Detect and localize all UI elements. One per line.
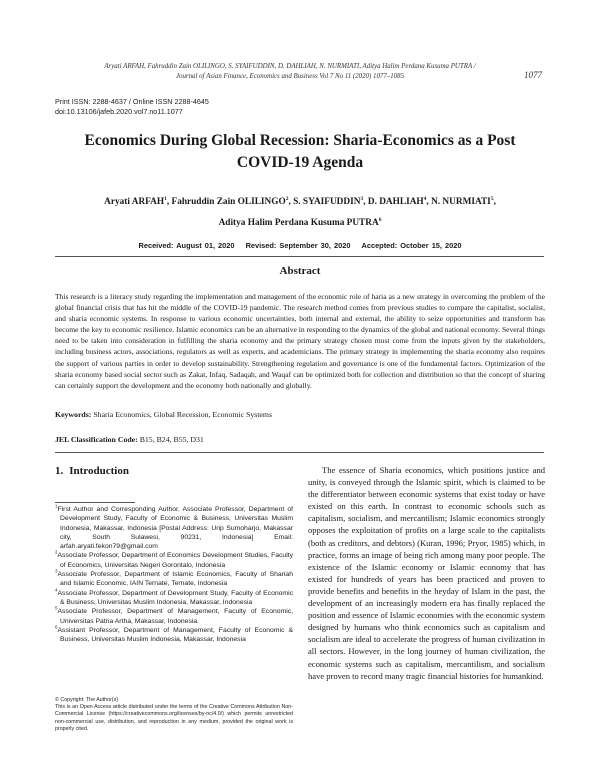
footnote-text: Associate Professor, Department of Economics Development Studies, Faculty of Economics, Universitas Negeri Gorontalo, Indonesia [57,552,293,569]
author-separator: , [363,197,368,207]
footnotes [55,505,293,644]
abstract-text: This research is a literacy study regarding the implementation and management of the economic role of haria as a new strategy in overcoming the problem of the global financial crisis that has hit the middle of the COVID-19 pandemic. The research method comes from previous studies to compare the capitalist, socialist, and sharia economic systems. In response to various economic uncertainties, both internal and external, the ability to seize opportunities and transform has become the key to economic resilience. Islamic economics can be an alternative in responding to the dynamics of the global and national economy. Several things need to be taken into consideration in fulfilling the sharia economy and the primary strategy chosen must come from the inputs given by the stakeholders, including business actors, associations, regulators as well as experts, and academicians. The primary strategy in implementing the sharia economy also requires the support of various parties in order to develop sustainability. Strengthening regulation and governance is one of the fundamental factors. Optimization of the sharia economy based social sector such as Zakat, Infaq, Sadaqah, and Waqaf can be optimized both for collection and distribution so that the concept of sharing can certainly support the development and the economy both nationally and globally. [55,292,545,390]
footnote-mark: 3 [55,568,58,574]
author-affiliation-mark: 3 [360,195,364,202]
jel-label: JEL Classification Code: [55,435,138,444]
divider-bottom [55,452,544,453]
footnote-mark: 4 [55,587,58,593]
copyright-notice [55,697,293,733]
footnote-text: Associate Professor, Department of Islamic Economics, Faculty of Shariah and Islamic Economic, IAIN Ternate, Ternate, Indonesia [57,571,293,588]
jel-codes: B15, B24, B55, D31 [139,435,204,444]
footnote-mark: 5 [55,606,58,611]
paper-title [60,130,540,174]
footnote [55,589,293,608]
author-affiliation-mark: 6 [378,216,382,223]
author-name: D. DAHLIAH [367,197,424,207]
running-head-journal: Journal of Asian Finance, Economics and Business Vol 7 No 11 (2020) 1077–1085 [175,73,405,80]
issn-block [55,97,209,117]
doi-line: doi:10.13106/jafeb.2020.vol7.no11.1077 [55,107,183,116]
author-separator: , [493,197,496,207]
footnote-text: Associate Professor, Department of Management, Faculty of Economic, Universitas Patria Artha, Makassar, Indonesia. [57,608,293,625]
footnote-mark: 2 [55,550,58,556]
author-list [60,192,540,234]
author-separator: , [166,197,172,207]
section-number: 1. [55,465,64,477]
submission-dates [60,241,540,250]
divider-top [55,256,544,257]
author-name: N. NURMIATI [431,197,491,207]
author-affiliation-mark: 1 [164,195,167,202]
footnote-mark: 6 [55,624,58,630]
keywords-text: Sharia Economics, Global Recession, Economic Systems [93,410,272,419]
author-separator: , [426,197,432,207]
license-text: This is an Open Access article distributed under the terms of the Creative Commons Attribution Non-Commercial License (https://creativecommons.org/licenses/by-nc/4.0/) which permits unrestricted non-commercial use, distribution, and reproduction in any medium, provided the original work is properly cited. [55,704,293,732]
author-affiliation-mark: 2 [285,195,289,202]
keywords [55,409,545,420]
copyright-line: © Copyright: The Author(s) [55,697,118,703]
abstract-heading: Abstract [279,265,321,277]
author-name: S. SYAIFUDDIN [293,197,361,207]
section-title: Introduction [69,465,129,477]
author-name: Aditya Halim Perdana Kusuma PUTRA [218,218,379,228]
author-name: Fahruddin Zain OLILINGO [171,197,286,207]
running-head [60,62,520,82]
author-name: Aryati ARFAH [104,197,165,207]
keywords-label: Keywords: [55,410,92,419]
footnote-text: Assistant Professor, Department of Management, Faculty of Economic & Business, Universitas Muslim Indonesia, Makassar, Indonesia [57,626,293,644]
footnote [55,626,293,645]
author-line-1 [60,192,540,213]
author-affiliation-mark: 4 [423,195,427,202]
running-head-authors: Aryati ARFAH, Fahruddin Zain OLILINGO, S. SYAIFUDDIN, D. DAHLIAH, N. NURMIATI, Aditya Halim Perdana Kusuma PUTRA / [104,63,476,70]
footnote [55,551,293,570]
received-date: Received: August 01, 2020 [138,241,235,250]
page-number: 1077 [524,70,542,80]
introduction-paragraph: The essence of Sharia economics, which positions justice and unity, is conveyed through the Islamic spirit, which is claimed to be the differentiator between economic systems that exist today or have existed on this earth. In contrast to economic schools such as capitalism, socialism, and mercantilism; Islamic economics strongly opposes the exploitation of profits on a large scale to the capitalists (both as creditors, and debtors) (Kuran, 1996; Pryor, 1985) which, in practice, forms an image of being rich among many poor people. The existence of the Islamic economy or Islamic economy that has existed for hundreds of years has been practiced and proven to provide benefits and benefits in the heyday of Islam in the past, the development of an increasingly modern era has finally replaced the position and essence of Islamic economies with the economic system designed by humans who think economics such as capitalism and socialism are ideal to accelerate the progress of human civilization in all sectors. However, in the long journey of human civilization, the economic systems such as capitalism, mercantilism, and socialism have proven to record many tragic financial histories for humankind. [308,465,545,681]
paper-title-line-2: COVID-19 Agenda [236,154,364,171]
footnote-divider [55,502,135,503]
paper-title-line-1: Economics During Global Recession: Sharia-Economics as a Post [84,132,516,149]
footnote-text: Associate Professor, Department of Development Study, Faculty of Economic & Business, Universitas Muslim Indonesia, Makassar, Indonesia [57,589,293,606]
author-separator: , [288,197,294,207]
footnote-text: First Author and Corresponding Author. Associate Professor, Department of Development Study, Faculty of Economic & Business, Universitas Muslim Indonesia, Makassar, Indonesia [Postal Address: Urip Sumoharjo, Makassar city, South Sulawesi, 90231, Indonesia] Email: arfah.aryati.fekon79@gmail.com [57,506,293,551]
issn-line: Print ISSN: 2288-4637 / Online ISSN 2288-4645 [55,97,209,106]
footnote [55,505,293,551]
jel-classification [55,434,545,445]
author-affiliation-mark: 5 [490,195,494,202]
footnote [55,570,293,589]
accepted-date: Accepted: October 15, 2020 [361,241,462,250]
footnote-mark: 1 [55,503,58,509]
author-line-2 [60,213,540,234]
revised-date: Revised: September 30, 2020 [245,241,351,250]
footnote [55,607,293,626]
section-heading-introduction [55,465,129,477]
